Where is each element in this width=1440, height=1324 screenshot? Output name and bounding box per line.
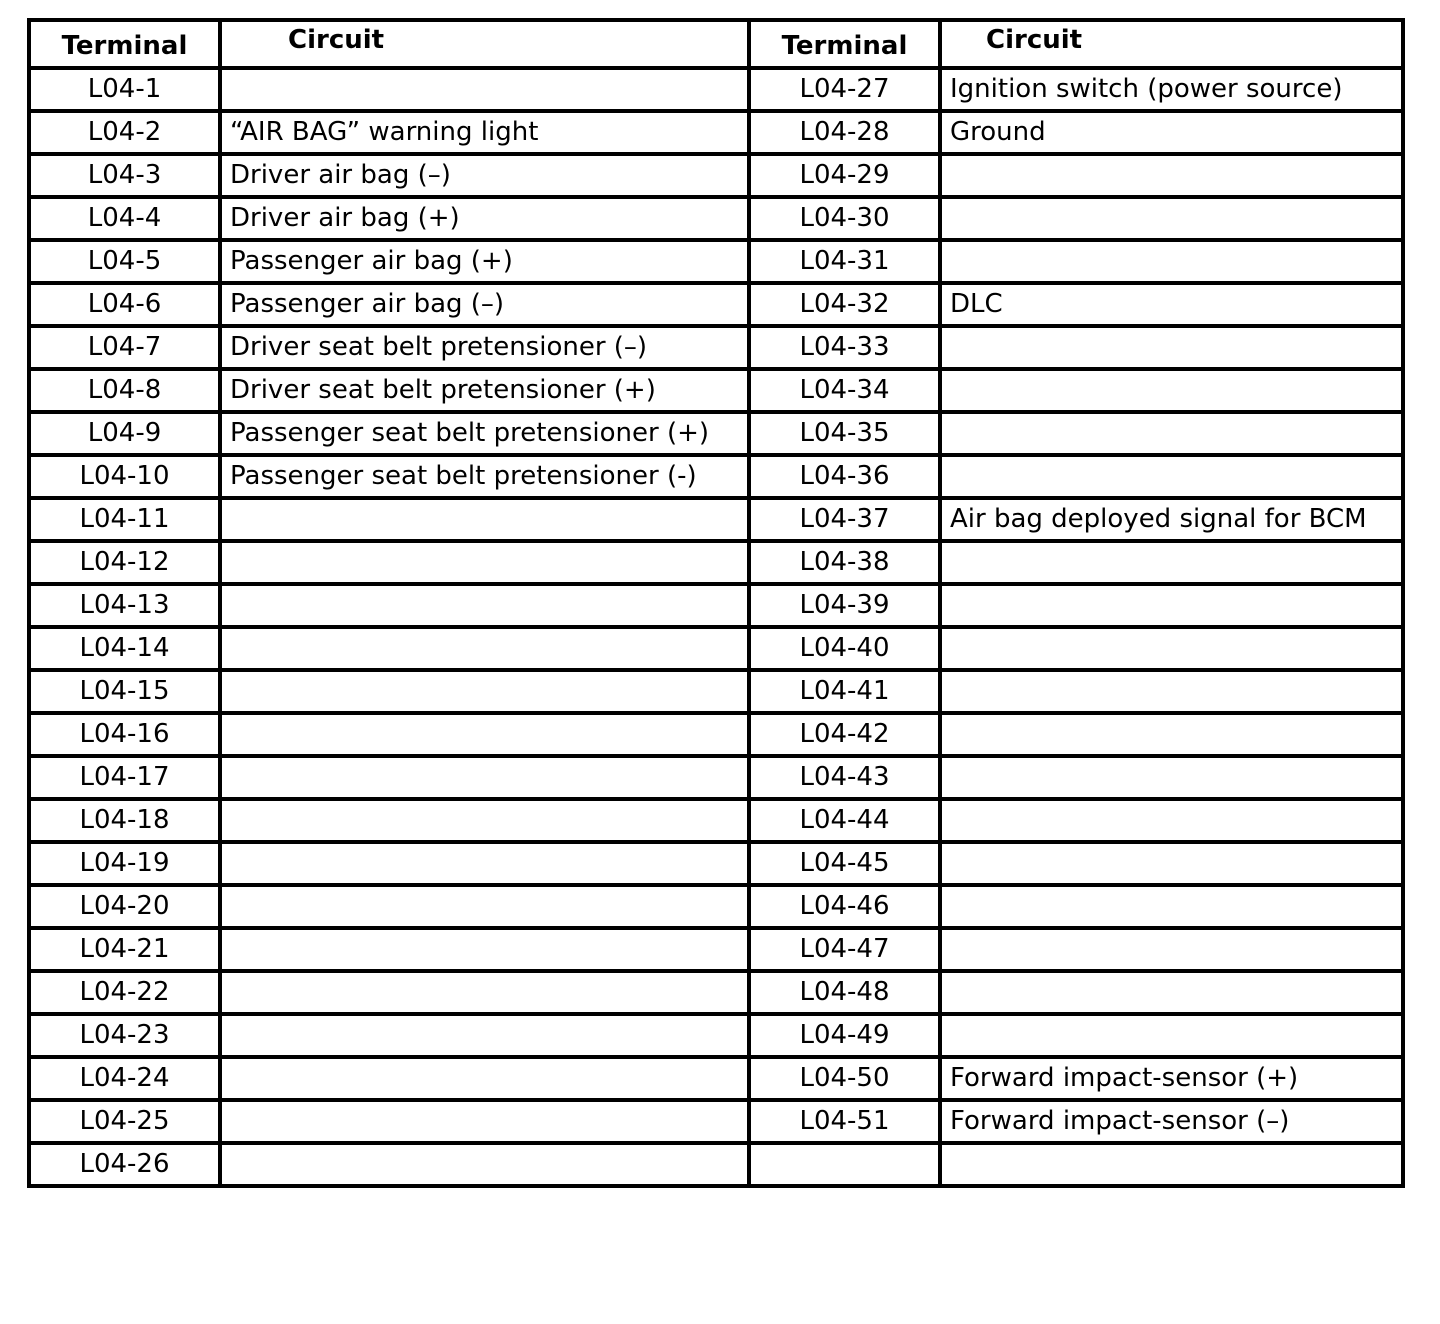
left-circuit-cell: Driver air bag (–) [220, 154, 749, 197]
right-terminal-cell: L04-46 [749, 885, 940, 928]
left-circuit-cell [220, 842, 749, 885]
left-circuit-cell [220, 498, 749, 541]
left-circuit-cell [220, 885, 749, 928]
right-circuit-cell [940, 799, 1403, 842]
right-circuit-cell [940, 928, 1403, 971]
right-terminal-cell: L04-28 [749, 111, 940, 154]
left-circuit-cell [220, 541, 749, 584]
left-terminal-cell: L04-14 [29, 627, 220, 670]
header-terminal-left: Terminal [29, 20, 220, 68]
right-terminal-cell: L04-50 [749, 1057, 940, 1100]
table-body [29, 68, 1403, 1186]
table-row [29, 928, 1403, 971]
left-circuit-cell: Passenger air bag (–) [220, 283, 749, 326]
right-terminal-cell: L04-48 [749, 971, 940, 1014]
table-row [29, 240, 1403, 283]
left-terminal-cell: L04-13 [29, 584, 220, 627]
left-circuit-cell [220, 928, 749, 971]
left-terminal-cell: L04-22 [29, 971, 220, 1014]
right-terminal-cell [749, 1143, 940, 1186]
right-circuit-cell [940, 154, 1403, 197]
left-terminal-cell: L04-11 [29, 498, 220, 541]
right-circuit-cell [940, 971, 1403, 1014]
right-circuit-cell: Ground [940, 111, 1403, 154]
left-circuit-cell [220, 756, 749, 799]
table-row [29, 1100, 1403, 1143]
right-terminal-cell: L04-34 [749, 369, 940, 412]
left-terminal-cell: L04-19 [29, 842, 220, 885]
left-circuit-cell [220, 1014, 749, 1057]
table-row [29, 283, 1403, 326]
left-circuit-cell [220, 799, 749, 842]
right-circuit-cell [940, 1143, 1403, 1186]
left-terminal-cell: L04-10 [29, 455, 220, 498]
right-circuit-cell [940, 842, 1403, 885]
left-circuit-cell: Passenger seat belt pretensioner (-) [220, 455, 749, 498]
left-circuit-cell [220, 584, 749, 627]
left-terminal-cell: L04-25 [29, 1100, 220, 1143]
header-terminal-right: Terminal [749, 20, 940, 68]
table-row [29, 68, 1403, 111]
terminal-circuit-table [27, 18, 1405, 1188]
table-row [29, 756, 1403, 799]
right-terminal-cell: L04-42 [749, 713, 940, 756]
table-row [29, 1014, 1403, 1057]
right-terminal-cell: L04-51 [749, 1100, 940, 1143]
right-circuit-cell: Forward impact-sensor (–) [940, 1100, 1403, 1143]
table-row [29, 154, 1403, 197]
right-circuit-cell [940, 1014, 1403, 1057]
left-terminal-cell: L04-2 [29, 111, 220, 154]
right-circuit-cell [940, 412, 1403, 455]
right-circuit-cell [940, 369, 1403, 412]
right-circuit-cell [940, 670, 1403, 713]
left-terminal-cell: L04-6 [29, 283, 220, 326]
left-terminal-cell: L04-4 [29, 197, 220, 240]
table-row [29, 1057, 1403, 1100]
left-terminal-cell: L04-7 [29, 326, 220, 369]
left-circuit-cell: “AIR BAG” warning light [220, 111, 749, 154]
left-terminal-cell: L04-1 [29, 68, 220, 111]
right-circuit-cell [940, 885, 1403, 928]
right-terminal-cell: L04-37 [749, 498, 940, 541]
left-circuit-cell: Passenger seat belt pretensioner (+) [220, 412, 749, 455]
right-terminal-cell: L04-41 [749, 670, 940, 713]
left-terminal-cell: L04-26 [29, 1143, 220, 1186]
right-circuit-cell: DLC [940, 283, 1403, 326]
left-terminal-cell: L04-3 [29, 154, 220, 197]
left-terminal-cell: L04-16 [29, 713, 220, 756]
left-circuit-cell [220, 713, 749, 756]
right-terminal-cell: L04-27 [749, 68, 940, 111]
left-terminal-cell: L04-9 [29, 412, 220, 455]
right-circuit-cell [940, 326, 1403, 369]
header-circuit-left: Circuit [220, 20, 749, 68]
left-terminal-cell: L04-21 [29, 928, 220, 971]
left-terminal-cell: L04-20 [29, 885, 220, 928]
left-terminal-cell: L04-23 [29, 1014, 220, 1057]
left-circuit-cell: Passenger air bag (+) [220, 240, 749, 283]
right-terminal-cell: L04-38 [749, 541, 940, 584]
left-circuit-cell [220, 670, 749, 713]
table-row [29, 369, 1403, 412]
right-circuit-cell [940, 240, 1403, 283]
right-terminal-cell: L04-29 [749, 154, 940, 197]
table-row [29, 498, 1403, 541]
right-circuit-cell [940, 756, 1403, 799]
header-row [29, 20, 1403, 68]
right-circuit-cell: Air bag deployed signal for BCM [940, 498, 1403, 541]
right-terminal-cell: L04-32 [749, 283, 940, 326]
right-terminal-cell: L04-39 [749, 584, 940, 627]
table-row [29, 713, 1403, 756]
table-row [29, 455, 1403, 498]
table-row [29, 197, 1403, 240]
right-terminal-cell: L04-45 [749, 842, 940, 885]
left-terminal-cell: L04-15 [29, 670, 220, 713]
right-circuit-cell [940, 584, 1403, 627]
right-terminal-cell: L04-30 [749, 197, 940, 240]
table-row [29, 412, 1403, 455]
left-circuit-cell [220, 1143, 749, 1186]
table-row [29, 971, 1403, 1014]
left-circuit-cell [220, 627, 749, 670]
right-terminal-cell: L04-31 [749, 240, 940, 283]
right-terminal-cell: L04-33 [749, 326, 940, 369]
table-row [29, 1143, 1403, 1186]
table-row [29, 111, 1403, 154]
left-circuit-cell [220, 1057, 749, 1100]
right-circuit-cell: Ignition switch (power source) [940, 68, 1403, 111]
left-terminal-cell: L04-12 [29, 541, 220, 584]
left-circuit-cell: Driver seat belt pretensioner (–) [220, 326, 749, 369]
left-circuit-cell: Driver seat belt pretensioner (+) [220, 369, 749, 412]
right-circuit-cell [940, 455, 1403, 498]
table-row [29, 670, 1403, 713]
right-circuit-cell: Forward impact-sensor (+) [940, 1057, 1403, 1100]
table-row [29, 799, 1403, 842]
right-terminal-cell: L04-44 [749, 799, 940, 842]
right-circuit-cell [940, 197, 1403, 240]
right-terminal-cell: L04-35 [749, 412, 940, 455]
left-circuit-cell: Driver air bag (+) [220, 197, 749, 240]
right-circuit-cell [940, 627, 1403, 670]
left-terminal-cell: L04-5 [29, 240, 220, 283]
right-terminal-cell: L04-49 [749, 1014, 940, 1057]
left-terminal-cell: L04-24 [29, 1057, 220, 1100]
right-terminal-cell: L04-47 [749, 928, 940, 971]
table-row [29, 541, 1403, 584]
table-row [29, 885, 1403, 928]
terminal-table-container [27, 18, 1401, 1188]
table-row [29, 584, 1403, 627]
right-terminal-cell: L04-43 [749, 756, 940, 799]
table-row [29, 326, 1403, 369]
table-row [29, 842, 1403, 885]
left-terminal-cell: L04-8 [29, 369, 220, 412]
right-terminal-cell: L04-40 [749, 627, 940, 670]
left-terminal-cell: L04-18 [29, 799, 220, 842]
left-circuit-cell [220, 1100, 749, 1143]
right-terminal-cell: L04-36 [749, 455, 940, 498]
left-terminal-cell: L04-17 [29, 756, 220, 799]
header-circuit-right: Circuit [940, 20, 1403, 68]
left-circuit-cell [220, 68, 749, 111]
left-circuit-cell [220, 971, 749, 1014]
right-circuit-cell [940, 713, 1403, 756]
table-row [29, 627, 1403, 670]
right-circuit-cell [940, 541, 1403, 584]
